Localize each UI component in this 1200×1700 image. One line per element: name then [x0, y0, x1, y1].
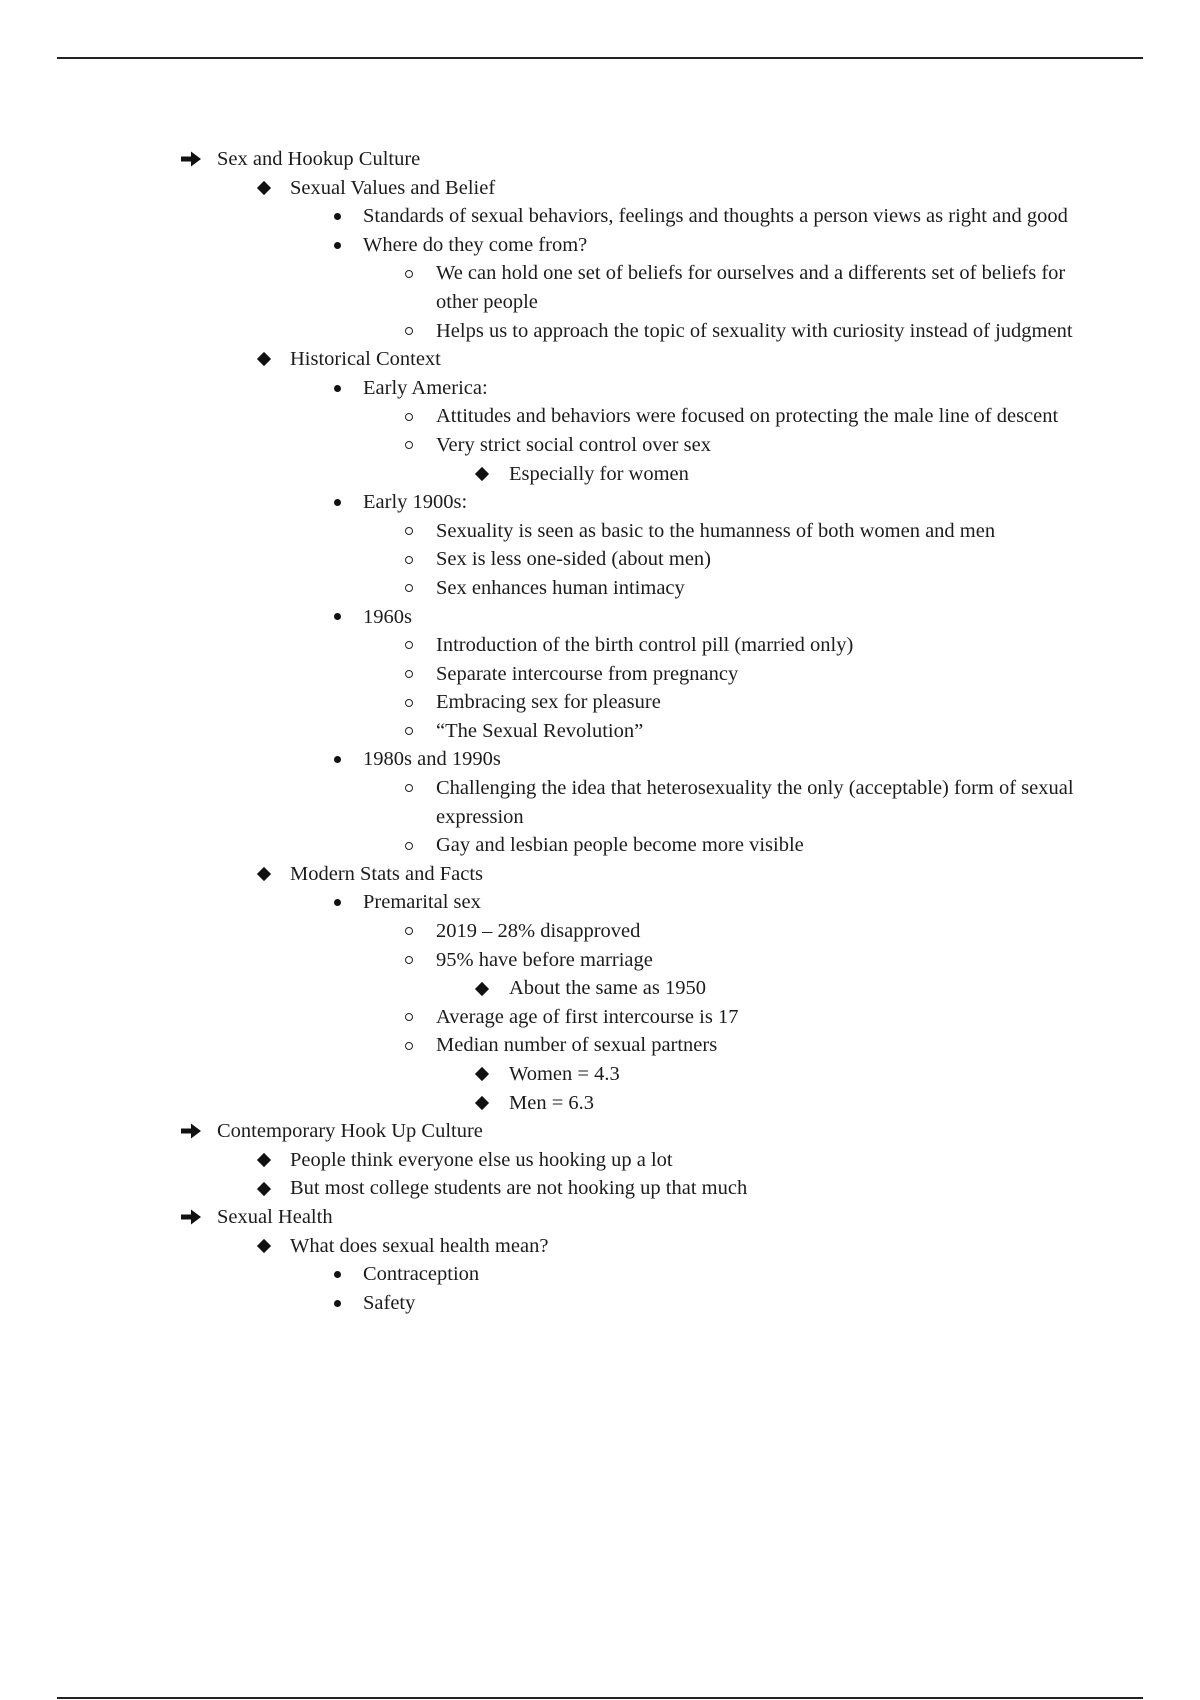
circle-bullet-icon [397, 431, 421, 460]
outline-item [0, 145, 1097, 174]
outline-item-text: Average age of first intercourse is 17 [436, 1005, 739, 1028]
outline-item [0, 1003, 1096, 1032]
diamond-bullet-icon [252, 345, 276, 374]
diamond-bullet-icon [252, 1174, 276, 1203]
outline-item-text: People think everyone else us hooking up a lot [290, 1148, 673, 1171]
outline-item [0, 1203, 1097, 1232]
outline-item-text: Sexual Health [217, 1205, 333, 1228]
diamond-bullet-icon [252, 1232, 276, 1261]
outline-item-text: Sex enhances human intimacy [436, 576, 685, 599]
outline-item [0, 1289, 1093, 1318]
diamond-bullet-icon [252, 174, 276, 203]
circle-bullet-icon [397, 917, 421, 946]
outline-item-text: Separate intercourse from pregnancy [436, 662, 739, 685]
outline-item [0, 374, 1093, 403]
outline-item-text: Men = 6.3 [509, 1091, 595, 1114]
circle-bullet-icon [397, 631, 421, 660]
outline-item-text: About the same as 1950 [509, 977, 706, 1000]
outline-item-text: Sexuality is seen as basic to the humanness of both women and men [436, 519, 996, 542]
outline-item-text: Introduction of the birth control pill (married only) [436, 634, 854, 657]
outline-item [0, 545, 1096, 574]
outline-item-text: We can hold one set of beliefs for ourselves and a differents set of beliefs for other people [436, 262, 1066, 313]
outline-item [0, 1260, 1093, 1289]
outline-item-text: Historical Context [290, 348, 441, 371]
circle-bullet-icon [397, 517, 421, 546]
outline-item [0, 660, 1096, 689]
outline-item-text: Modern Stats and Facts [290, 862, 484, 885]
outline-item-text: Premarital sex [363, 891, 481, 914]
diamond-bullet-icon [470, 1060, 494, 1089]
diamond-bullet-icon [252, 1146, 276, 1175]
outline-item [0, 745, 1093, 774]
circle-bullet-icon [397, 1031, 421, 1060]
outline-item-text: Sexual Values and Belief [290, 176, 496, 199]
notes-outline [0, 145, 1200, 1317]
outline-item [0, 717, 1096, 746]
outline-item-text: Challenging the idea that heterosexuality the only (acceptable) form of sexual expression [436, 777, 1074, 828]
outline-item [0, 774, 1096, 831]
outline-item-text: 1980s and 1990s [363, 748, 501, 771]
outline-item [0, 688, 1096, 717]
circle-bullet-icon [397, 688, 421, 717]
outline-item-text: Women = 4.3 [509, 1063, 620, 1085]
outline-item-text: Median number of sexual partners [436, 1034, 718, 1057]
outline-item-text: Attitudes and behaviors were focused on protecting the male line of descent [436, 405, 1059, 428]
circle-bullet-icon [397, 717, 421, 746]
outline-item [0, 317, 1096, 346]
outline-item-text: 95% have before marriage [436, 948, 653, 971]
outline-item-text: Very strict social control over sex [436, 433, 711, 456]
circle-bullet-icon [397, 574, 421, 603]
arrow-right-bullet-icon [179, 1203, 203, 1232]
outline-item [0, 402, 1096, 431]
outline-item [0, 345, 1090, 374]
outline-item-text: What does sexual health mean? [290, 1234, 549, 1257]
circle-bullet-icon [397, 1003, 421, 1032]
disc-bullet-icon [325, 202, 349, 231]
diamond-bullet-icon [470, 974, 494, 1003]
outline-item [0, 574, 1096, 603]
disc-bullet-icon [325, 374, 349, 403]
disc-bullet-icon [325, 745, 349, 774]
outline-item-text: Contraception [363, 1263, 480, 1286]
circle-bullet-icon [397, 545, 421, 574]
diamond-bullet-icon [252, 860, 276, 889]
outline-item [0, 202, 1093, 231]
page-bottom-rule [57, 1697, 1143, 1699]
diamond-bullet-icon [470, 1089, 494, 1118]
outline-item-text: Early America: [363, 376, 488, 399]
circle-bullet-icon [397, 660, 421, 689]
outline-item-text: “The Sexual Revolution” [436, 719, 644, 742]
outline-item-text: But most college students are not hooking up that much [290, 1177, 748, 1200]
circle-bullet-icon [397, 946, 421, 975]
outline-item [0, 231, 1093, 260]
outline-item [0, 1031, 1096, 1060]
outline-item [0, 1060, 1099, 1089]
outline-item-text: Contemporary Hook Up Culture [217, 1120, 483, 1143]
outline-item [0, 1089, 1099, 1118]
outline-item [0, 631, 1096, 660]
outline-item-text: Especially for women [509, 462, 689, 485]
circle-bullet-icon [397, 259, 421, 288]
outline-item [0, 917, 1096, 946]
disc-bullet-icon [325, 1260, 349, 1289]
circle-bullet-icon [397, 317, 421, 346]
outline-item-text: Gay and lesbian people become more visible [436, 834, 804, 857]
outline-item-text: Sex and Hookup Culture [217, 148, 421, 170]
outline-item [0, 831, 1096, 860]
circle-bullet-icon [397, 402, 421, 431]
outline-item-text: 2019 – 28% disapproved [436, 920, 641, 943]
outline-item-text: Where do they come from? [363, 233, 588, 256]
outline-item [0, 946, 1096, 975]
circle-bullet-icon [397, 831, 421, 860]
outline-item [0, 1117, 1097, 1146]
outline-item [0, 974, 1099, 1003]
outline-item [0, 460, 1099, 489]
outline-item-text: Safety [363, 1291, 416, 1314]
outline-item [0, 488, 1093, 517]
disc-bullet-icon [325, 1289, 349, 1318]
outline-item-text: Early 1900s: [363, 491, 468, 514]
outline-item [0, 431, 1096, 460]
outline-item-text: Standards of sexual behaviors, feelings and thoughts a person views as right and good [363, 205, 1068, 228]
outline-item [0, 888, 1093, 917]
page-top-rule [57, 57, 1143, 59]
outline-item-text: 1960s [363, 605, 412, 628]
outline-item-text: Helps us to approach the topic of sexuality with curiosity instead of judgment [436, 319, 1073, 342]
outline-item [0, 860, 1090, 889]
outline-item [0, 259, 1096, 316]
disc-bullet-icon [325, 231, 349, 260]
outline-item [0, 1174, 1090, 1203]
outline-item [0, 517, 1096, 546]
outline-item [0, 174, 1090, 203]
disc-bullet-icon [325, 888, 349, 917]
disc-bullet-icon [325, 603, 349, 632]
outline-item [0, 603, 1093, 632]
arrow-right-bullet-icon [179, 145, 203, 174]
arrow-right-bullet-icon [179, 1117, 203, 1146]
outline-item-text: Embracing sex for pleasure [436, 691, 661, 714]
circle-bullet-icon [397, 774, 421, 803]
disc-bullet-icon [325, 488, 349, 517]
outline-item [0, 1232, 1090, 1261]
diamond-bullet-icon [470, 460, 494, 489]
outline-item [0, 1146, 1090, 1175]
outline-item-text: Sex is less one-sided (about men) [436, 548, 711, 571]
